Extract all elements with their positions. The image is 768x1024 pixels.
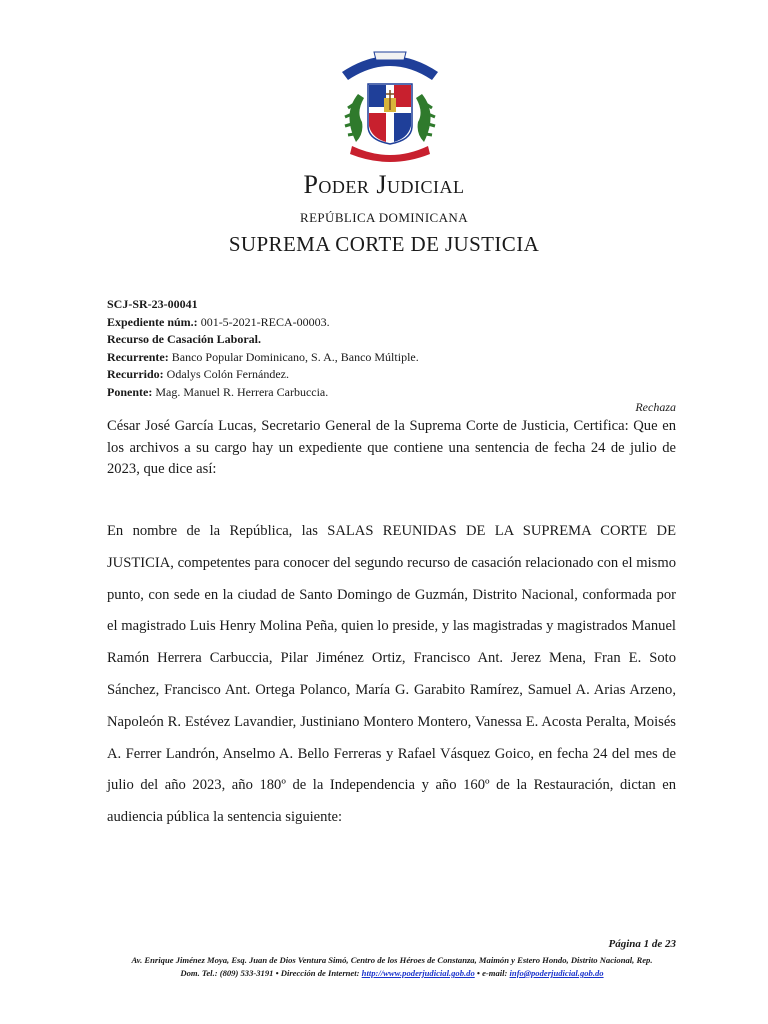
coat-of-arms-icon — [334, 42, 446, 162]
footer-contact — [90, 967, 694, 980]
case-metadata — [107, 296, 667, 401]
recurso-type: Recurso de Casación Laboral. — [107, 332, 261, 346]
expediente-label: Expediente núm.: — [107, 314, 198, 329]
footer-phone: Dom. Tel.: (809) 533-3191 • Dirección de Internet: — [180, 968, 360, 978]
page-footer — [90, 954, 694, 980]
recurrido-value: Odalys Colón Fernández. — [166, 367, 289, 381]
certification-paragraph: César José García Lucas, Secretario General de la Suprema Corte de Justicia, Certifica: Que en los archivos a su cargo hay un expediente que contiene una sentencia de fecha 24 de julio de 2023, que dice así: — [107, 418, 676, 477]
website-link[interactable]: http://www.poderjudicial.gob.do — [361, 968, 475, 978]
ponente-label: Ponente: — [107, 384, 153, 399]
expediente-value: 001-5-2021-RECA-00003. — [200, 314, 330, 329]
court-title: SUPREMA CORTE DE JUSTICIA — [228, 232, 540, 256]
recurrente-value: Banco Popular Dominicano, S. A., Banco Múltiple. — [171, 349, 419, 364]
ponente-value: Mag. Manuel R. Herrera Carbuccia. — [155, 384, 329, 399]
case-code: SCJ-SR-23-00041 — [107, 297, 198, 311]
page-number: Página 1 de 23 — [608, 938, 676, 950]
footer-address: Av. Enrique Jiménez Moya, Esq. Juan de Dios Ventura Simó, Centro de los Héroes de Constanza, Maimón y Estero Hondo, Distrito Nacional, Rep. — [131, 955, 653, 965]
recurrido-label: Recurrido: — [107, 367, 164, 381]
country-subtitle: REPÚBLICA DOMINICANA — [300, 210, 468, 225]
institution-title: Poder Judicial — [303, 170, 465, 199]
decision-label: Rechaza — [635, 400, 676, 414]
recurrente-label: Recurrente: — [107, 349, 169, 364]
email-link[interactable]: info@poderjudicial.gob.do — [509, 968, 604, 978]
email-label: • e-mail: — [476, 968, 508, 978]
ruling-paragraph: En nombre de la República, las SALAS REUNIDAS DE LA SUPREMA CORTE DE JUSTICIA, competentes para conocer del segundo recurso de casación relacionado con el mismo punto, con sede en la ciudad de Santo Domingo de Guzmán, Distrito Nacional, conformada por el magistrado Luis Henry Molina Peña, quien lo preside, y las magistradas y magistrados Manuel Ramón Herrera Carbuccia, Pilar Jiménez Ortiz, Francisco Ant. Jerez Mena, Fran E. Soto Sánchez, Francisco Ant. Ortega Polanco, María G. Garabito Ramírez, Samuel A. Arias Arzeno, Napoleón R. Estévez Lavandier, Justiniano Montero Montero, Vanessa E. Acosta Peralta, Moisés A. Ferrer Landrón, Anselmo A. Bello Ferreras y Rafael Vásquez Goico, en fecha 24 del mes de julio del año 2023, año 180º de la Independencia y año 160º de la Restauración, dictan en audiencia pública la sentencia siguiente: — [107, 523, 676, 826]
